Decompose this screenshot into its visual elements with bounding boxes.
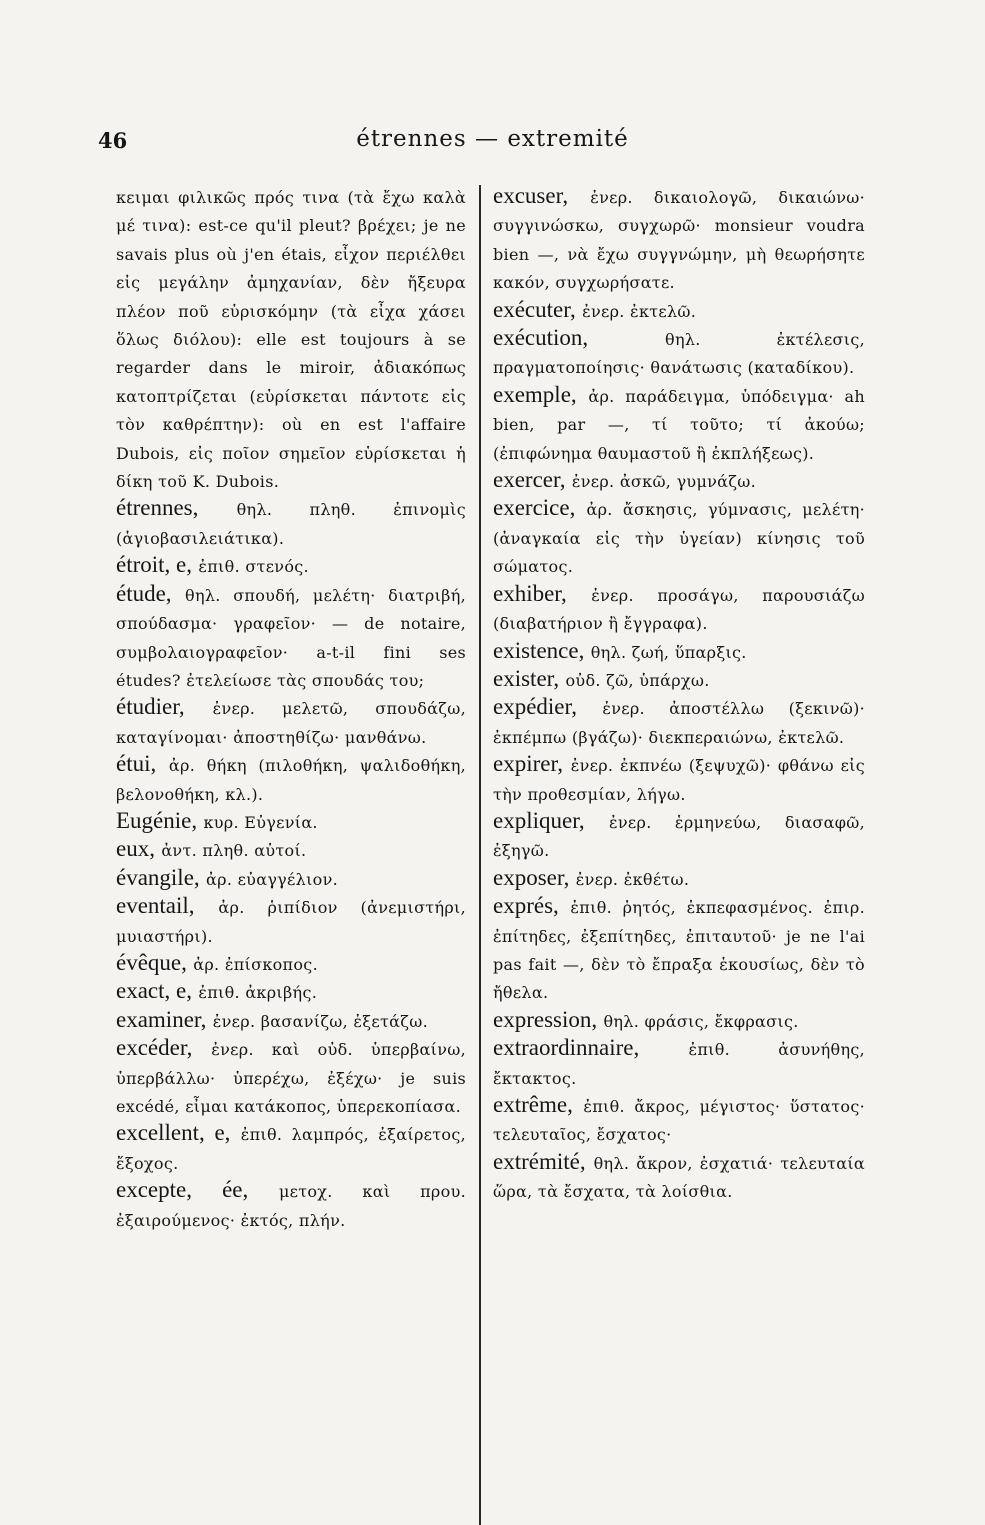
- entry-headword: expliquer,: [493, 807, 585, 833]
- entry-definition: θηλ. ἄκρον, ἐσχατιά· τελευταία ὥρα, τὰ ἔσχατα, τὰ λοίσθια.: [493, 1153, 865, 1202]
- dictionary-entry: [493, 1007, 865, 1035]
- entry-headword: extrême,: [493, 1092, 573, 1117]
- dictionary-entry: [116, 865, 466, 893]
- dictionary-entry: [116, 1177, 466, 1234]
- column-rule: [479, 185, 481, 1525]
- entry-headword: étudier,: [116, 694, 185, 720]
- entry-headword: évangile,: [116, 864, 200, 890]
- entry-headword: exécuter,: [493, 296, 576, 322]
- dictionary-entry: [116, 552, 466, 580]
- dictionary-entry: [116, 694, 466, 751]
- entry-headword: excuser,: [493, 183, 569, 208]
- entry-definition: ἀρ. ῥιπίδιον (ἀνεμιστήρι, μυιαστήρι).: [116, 898, 467, 946]
- entry-headword: expédier,: [493, 694, 578, 720]
- entry-definition: θηλ. πληθ. ἐπινομὶς (ἁγιοβασιλειάτικα).: [116, 500, 466, 548]
- entry-headword: étui,: [116, 751, 157, 777]
- entry-definition: ἐπιθ. ἀκριβής.: [198, 983, 318, 1003]
- entry-definition: ἐνερ. προσάγω, παρουσιάζω (διαβατήριον ἢ ἔγγραφα).: [493, 585, 866, 634]
- entry-headword: expression,: [493, 1006, 598, 1032]
- entry-definition: ἐνερ. ἐκτελῶ.: [582, 301, 697, 321]
- dictionary-entry: [493, 382, 865, 467]
- entry-headword: extraordinnaire,: [493, 1035, 640, 1061]
- dictionary-entry: [116, 950, 466, 978]
- dictionary-entry: [116, 1120, 466, 1177]
- dictionary-entry: [493, 694, 865, 751]
- entry-definition: ἐπιθ. ἀσυνήθης, ἔκτακτος.: [493, 1040, 865, 1088]
- dictionary-entry: [493, 325, 865, 382]
- entry-headword: eventail,: [116, 893, 195, 919]
- entry-headword: étrennes,: [116, 495, 199, 521]
- dictionary-entry: [116, 1035, 466, 1120]
- entry-definition: ἀρ. παράδειγμα, ὑπόδειγμα· ah bien, par —, τί τοῦτο; τί ἀκούω; (ἐπιφώνημα θαυμαστοῦ ἢ ἐκπλήξεως).: [493, 386, 865, 463]
- entry-definition: ἀντ. πληθ. αὐτοί.: [161, 841, 307, 861]
- dictionary-entry: [493, 1149, 865, 1206]
- entry-definition: ἐπιθ. στενός.: [198, 557, 309, 577]
- left-column: [116, 183, 466, 1234]
- entry-headword: excéder,: [116, 1035, 193, 1061]
- entry-definition: θηλ. ζωή, ὕπαρξις.: [590, 642, 747, 662]
- entry-definition: ἀρ. θήκη (πιλοθήκη, ψαλιδοθήκη, βελονοθήκη, κλ.).: [116, 756, 466, 804]
- dictionary-entry: [116, 1007, 466, 1035]
- dictionary-entry: [116, 581, 466, 695]
- entry-definition: ἐνερ. μελετῶ, σπουδάζω, καταγίνομαι· ἀποστηθίζω· μανθάνω.: [116, 699, 466, 747]
- entry-headword: examiner,: [116, 1006, 207, 1032]
- page-number: 46: [98, 128, 128, 153]
- entry-headword: exprés,: [493, 893, 559, 919]
- dictionary-entry: [116, 183, 466, 495]
- dictionary-entry: [493, 495, 865, 580]
- dictionary-entry: [116, 978, 466, 1006]
- entry-headword: Eugénie,: [116, 807, 198, 833]
- entry-definition: ἐπιθ. ἄκρος, μέγιστος· ὕστατος· τελευταῖος, ἔσχατος·: [493, 1097, 866, 1145]
- entry-definition: ἐπιθ. λαμπρός, ἐξαίρετος, ἔξοχος.: [116, 1125, 466, 1173]
- dictionary-entry: [116, 495, 466, 552]
- entry-headword: extrémité,: [493, 1148, 586, 1174]
- dictionary-entry: [116, 751, 466, 808]
- dictionary-entry: [493, 1035, 865, 1092]
- running-head: étrennes — extremité: [356, 126, 629, 152]
- entry-definition: οὐδ. ζῶ, ὑπάρχω.: [565, 670, 710, 690]
- entry-headword: existence,: [493, 637, 585, 663]
- dictionary-entry: [493, 666, 865, 694]
- dictionary-entry: [493, 581, 865, 638]
- entry-headword: exister,: [493, 665, 560, 691]
- dictionary-entry: [116, 836, 466, 864]
- dictionary-entry: [116, 893, 466, 950]
- dictionary-entry: [493, 297, 865, 325]
- dictionary-entry: [493, 638, 865, 666]
- entry-headword: évêque,: [116, 949, 187, 975]
- dictionary-entry: [493, 183, 865, 297]
- entry-headword: exhiber,: [493, 580, 567, 606]
- entry-definition: ἐνερ. ἐκθέτω.: [575, 869, 690, 889]
- entry-definition: θηλ. φράσις, ἔκφρασις.: [603, 1011, 799, 1031]
- dictionary-entry: [116, 808, 466, 836]
- entry-headword: eux,: [116, 836, 155, 862]
- entry-headword: étude,: [116, 580, 172, 606]
- entry-definition: ἐνερ. ἀποστέλλω (ξεκινῶ)· ἐκπέμπω (βγάζω)· διεκπεραιώνω, ἐκτελῶ.: [493, 699, 866, 747]
- entry-definition: ἐνερ. ἑρμηνεύω, διασαφῶ, ἐξηγῶ.: [493, 812, 865, 861]
- entry-headword: excepte, ée,: [116, 1177, 249, 1203]
- entry-headword: exact, e,: [116, 978, 192, 1004]
- entry-definition: ἐνερ. ἀσκῶ, γυμνάζω.: [571, 472, 756, 492]
- entry-definition: ἐνερ. δικαιολογῶ, δικαιώνω· συγγινώσκω, συγχωρῶ· monsieur voudra bien —, νὰ ἔχω συγγνώμην, μὴ θεωρήσητε κακόν, συγχωρήσατε.: [493, 188, 866, 293]
- dictionary-entry: [493, 467, 865, 495]
- entry-headword: exemple,: [493, 381, 577, 407]
- entry-definition: ἐνερ. καὶ οὐδ. ὑπερβαίνω, ὑπερβάλλω· ὑπερέχω, ἐξέχω· je suis excédé, εἶμαι κατάκοπος, ὑπερεκοπίασα.: [116, 1040, 466, 1116]
- entry-headword: étroit, e,: [116, 552, 192, 578]
- entry-definition: θηλ. σπουδή, μελέτη· διατριβή, σπούδασμα· γραφεῖον· — de notaire, συμβολαιογραφεῖον· a-t-il fini ses études? ἐτελείωσε τὰς σπουδάς του;: [116, 585, 467, 690]
- dictionary-entry: [493, 751, 865, 808]
- entry-headword: exercer,: [493, 467, 566, 493]
- entry-headword: exposer,: [493, 864, 570, 890]
- dictionary-entry: [493, 808, 865, 865]
- entry-headword: expirer,: [493, 751, 563, 777]
- entry-definition: ἀρ. ἄσκησις, γύμνασις, μελέτη· (ἀναγκαία εἰς τὴν ὑγείαν) κίνησις τοῦ σώματος.: [493, 500, 866, 577]
- dictionary-entry: [493, 865, 865, 893]
- entry-definition: κυρ. Εὐγενία.: [203, 812, 318, 832]
- entry-definition: ἀρ. ἐπίσκοπος.: [193, 954, 318, 974]
- entry-headword: exercice,: [493, 495, 576, 521]
- dictionary-entry: [493, 1092, 865, 1149]
- entry-definition: μετοχ. καὶ πρου. ἐξαιρούμενος· ἐκτός, πλήν.: [116, 1182, 466, 1230]
- entry-definition: ἀρ. εὐαγγέλιον.: [206, 869, 338, 889]
- dictionary-entry: [493, 893, 865, 1007]
- entry-headword: exécution,: [493, 325, 589, 351]
- entry-definition: ἐνερ. ἐκπνέω (ξεψυχῶ)· φθάνω εἰς τὴν προθεσμίαν, λήγω.: [493, 756, 866, 804]
- entry-headword: excellent, e,: [116, 1120, 231, 1146]
- entry-definition: θηλ. ἐκτέλεσις, πραγματοποίησις· θανάτωσις (καταδίκου).: [493, 330, 865, 378]
- entry-definition: κειμαι φιλικῶς πρός τινα (τὰ ἔχω καλὰ μέ τινα): est-ce qu'il pleut? βρέχει; je ne savais plus où j'en étais, εἶχον περιέλθει εἰς μεγάλην ἀμηχανίαν, δὲν ἤξευρα πλέον ποῦ εὑρισκόμην (τὰ εἶχα χάσει ὅλως διόλου): elle est toujours à se regarder dans le miroir, ἀδιακόπως κατοπτρίζεται (εὑρίσκεται πάντοτε εἰς τὸν καθρέπτην): où en est l'affaire Dubois, εἰς ποῖον σημεῖον εὑρίσκεται ἡ δίκη τοῦ K. Dubois.: [116, 188, 466, 492]
- entry-definition: ἐνερ. βασανίζω, ἐξετάζω.: [212, 1011, 428, 1031]
- entry-definition: ἐπιθ. ῥητός, ἐκπεφασμένος. ἐπιρ. ἐπίτηδες, ἐξεπίτηδες, ἐπιταυτοῦ· je ne l'ai pas fait —, δὲν τὸ ἔπραξα ἑκουσίως, δὲν τὸ ἤθελα.: [493, 898, 865, 1003]
- right-column: [493, 183, 865, 1206]
